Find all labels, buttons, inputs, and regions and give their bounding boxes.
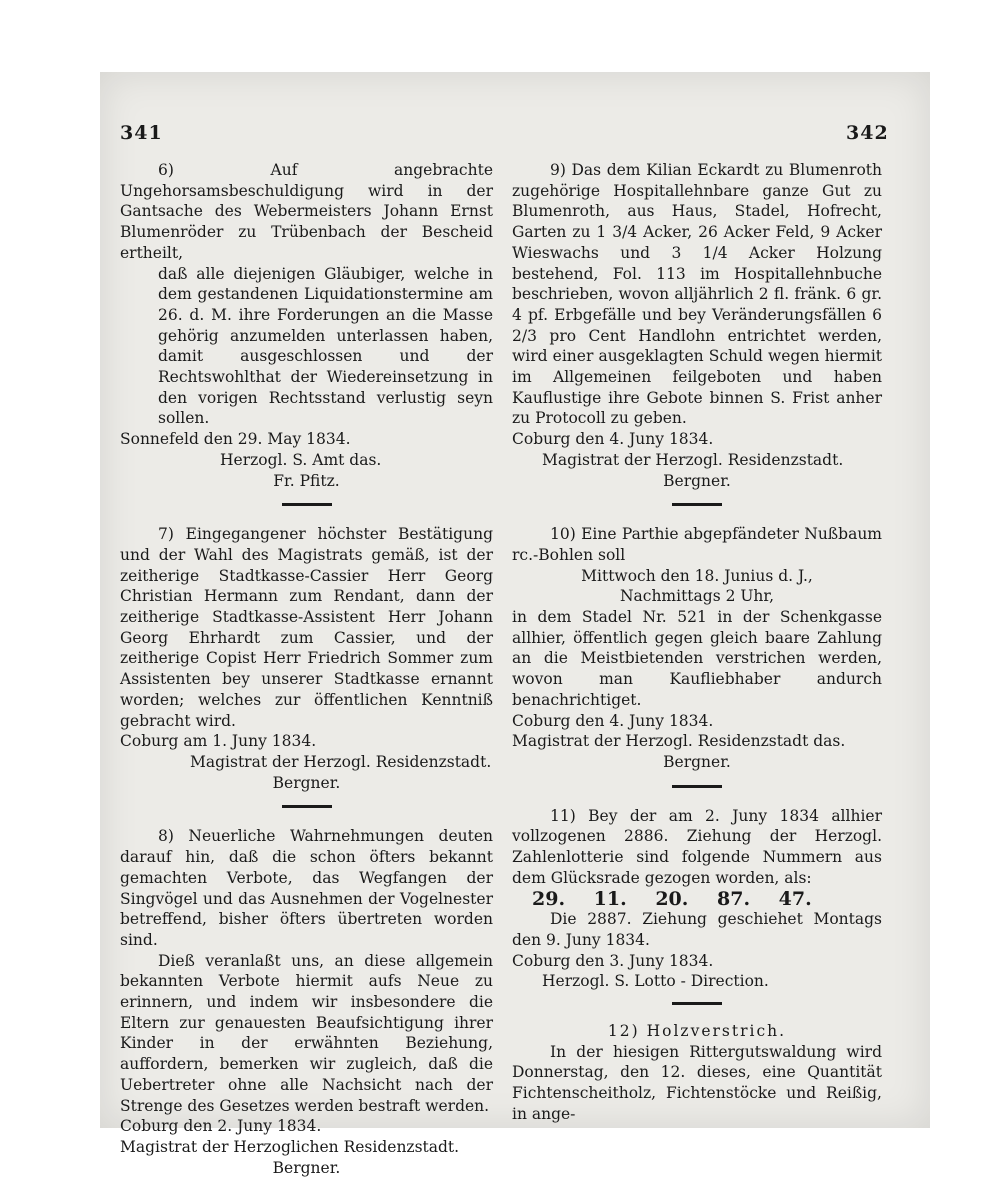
separator-rule xyxy=(672,785,722,788)
notice-6-signature: Fr. Pfitz. xyxy=(273,471,340,490)
notice-6-date: Sonnefeld den 29. May 1834. xyxy=(120,430,351,449)
notice-8-signature: Bergner. xyxy=(272,1158,341,1177)
right-column xyxy=(512,160,882,1125)
notice-8 xyxy=(120,826,493,1178)
notice-7-body: 7) Eingegangener höchster Bestätigung und der Wahl des Magistrats gemäß, ist der zeitherige Stadtkasse-Cassier Herr Georg Christian Hermann zum Rendant, dann der zeitherige Stadtkasse-Assistent Herr Johann Georg Ehrhardt zum Cassier, und der zeitherige Copist Herr Friedrich Sommer zum Assistenten bey unserer Stadtkasse ernannt worden; welches zur öffentlichen Kenntniß gebracht wird. xyxy=(120,525,493,730)
notice-8-body-1: 8) Neuerliche Wahrnehmungen deuten darauf hin, daß die schon öfters bekannt gemachten Verbote, das Wegfangen der Singvögel und das Ausnehmen der Vogelnester betreffend, bisher öfters übertreten worden sind. xyxy=(120,827,493,949)
notice-10-intro: 10) Eine Parthie abgepfändeter Nußbaum rc.-Bohlen soll xyxy=(512,525,882,564)
notice-10-signature: Bergner. xyxy=(663,752,731,771)
notice-7-date: Coburg am 1. Juny 1834. xyxy=(120,732,317,751)
notice-9 xyxy=(512,160,882,491)
notice-9-date: Coburg den 4. Juny 1834. xyxy=(512,430,714,449)
notice-7 xyxy=(120,524,493,793)
notice-10-date: Coburg den 4. Juny 1834. xyxy=(512,711,714,730)
notice-11-authority: Herzogl. S. Lotto - Direction. xyxy=(542,972,769,991)
notice-7-authority: Magistrat der Herzogl. Residenzstadt. xyxy=(190,752,492,771)
notice-8-authority: Magistrat der Herzoglichen Residenzstadt. xyxy=(120,1137,460,1156)
notice-10-authority: Magistrat der Herzogl. Residenzstadt das. xyxy=(512,732,846,751)
notice-12-title: 12) Holzverstrich. xyxy=(607,1022,787,1041)
lottery-numbers: 29. 11. 20. 87. 47. xyxy=(532,887,812,910)
left-column xyxy=(120,160,493,1178)
notice-10-body: in dem Stadel Nr. 521 in der Schenkgasse allhier, öffentlich gegen gleich baare Zahlung an die Meistbietenden verstrichen werden, wovon man Kaufliebhaber andurch benachrichtiget. xyxy=(512,608,882,709)
notice-6-authority: Herzogl. S. Amt das. xyxy=(220,450,382,469)
notice-9-authority: Magistrat der Herzogl. Residenzstadt. xyxy=(542,450,844,469)
notice-7-signature: Bergner. xyxy=(272,773,341,792)
notice-10 xyxy=(512,524,882,772)
notice-9-body: 9) Das dem Kilian Eckardt zu Blumenroth zugehörige Hospitallehnbare ganze Gut zu Blumenroth, aus Haus, Stadel, Hofrecht, Garten zu 1 3/4 Acker, 26 Acker Feld, 9 Acker Wieswachs und 3 1/4 Acker Holzung bestehend, Fol. 113 im Hospitallehnbuche beschrieben, wovon alljährlich 2 fl. fränk. 6 gr. 4 pf. Erbgefälle und bey Veränderungsfällen 6 2/3 pro Cent Handlohn entrichtet werden, wird einer ausgeklagten Schuld wegen hiermit im Allgemeinen feilgeboten und haben Kauflustige ihre Gebote binnen S. Frist anher zu Protocoll zu geben. xyxy=(512,161,882,428)
notice-12-body: In der hiesigen Rittergutswaldung wird Donnerstag, den 12. dieses, eine Quantität Fichtenscheitholz, Fichtenstöcke und Reißig, in ange- xyxy=(512,1042,882,1123)
notice-10-when-date: Mittwoch den 18. Junius d. J., xyxy=(581,566,813,585)
page-number-left: 341 xyxy=(120,122,163,144)
notice-6-body: daß alle diejenigen Gläubiger, welche in dem gestandenen Liquidationstermine am 26. d. M. ihre Forderungen an die Masse gehörig anzumelden unterlassen haben, damit ausgeschlossen und der Rechtswohlthat der Wiedereinsetzung in den vorigen Rechtsstand verlustig seyn sollen. xyxy=(158,264,493,428)
notice-9-signature: Bergner. xyxy=(663,471,731,490)
notice-11-date: Coburg den 3. Juny 1834. xyxy=(512,951,714,970)
notice-6 xyxy=(120,160,493,491)
notice-6-intro: 6) Auf angebrachte Ungehorsamsbeschuldigung wird in der Gantsache des Webermeisters Johann Ernst Blumenröder zu Trübenbach der Bescheid ertheilt, xyxy=(120,161,493,262)
notice-8-date: Coburg den 2. Juny 1834. xyxy=(120,1117,322,1136)
notice-10-when-time: Nachmittags 2 Uhr, xyxy=(619,587,775,606)
notice-8-body-2: Dieß veranlaßt uns, an diese allgemein bekannten Verbote hiermit aufs Neue zu erinnern, und indem wir insbesondere die Eltern zur genauesten Beaufsichtigung ihrer Kinder in der erwähnten Beziehung, auffordern, bemerken wir zugleich, daß die Uebertreter ohne alle Nachsicht nach der Strenge des Gesetzes werden bestraft werden. xyxy=(120,951,493,1115)
separator-rule xyxy=(672,1002,722,1005)
separator-rule xyxy=(282,805,332,808)
notice-12 xyxy=(512,1021,882,1125)
separator-rule xyxy=(282,503,332,506)
notice-11-body: 11) Bey der am 2. Juny 1834 allhier vollzogenen 2886. Ziehung der Herzogl. Zahlenlotterie sind folgende Nummern aus dem Glücksrade gezogen worden, als: xyxy=(512,806,882,887)
notice-11-next-draw: Die 2887. Ziehung geschiehet Montags den 9. Juny 1834. xyxy=(512,910,882,949)
separator-rule xyxy=(672,503,722,506)
notice-11 xyxy=(512,806,882,992)
page-number-right: 342 xyxy=(846,122,889,144)
